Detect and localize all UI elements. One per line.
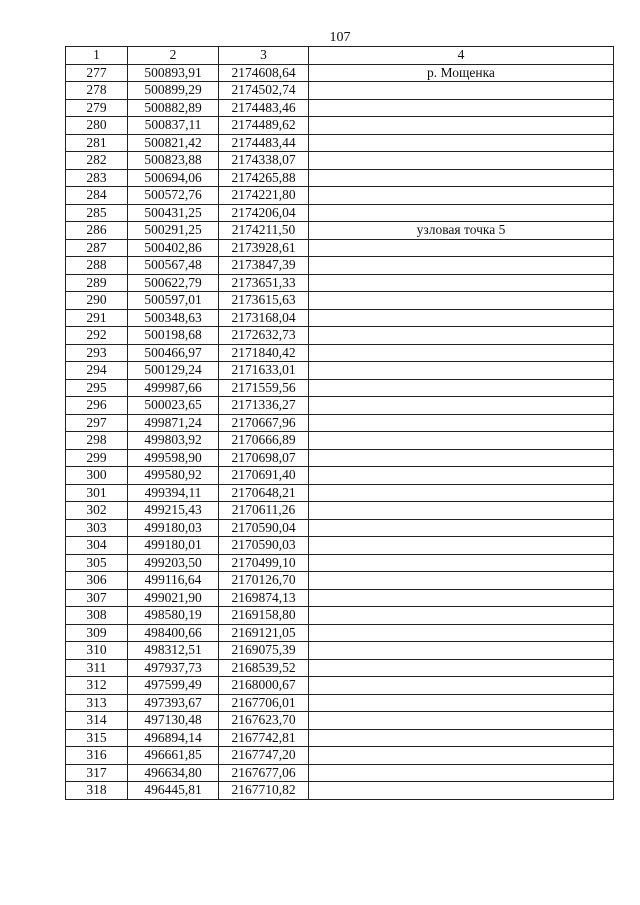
y-coordinate-cell: 2171840,42 — [219, 344, 309, 362]
y-coordinate-cell: 2174206,04 — [219, 204, 309, 222]
x-coordinate-cell: 500597,01 — [128, 292, 219, 310]
point-number-cell: 313 — [66, 694, 128, 712]
y-coordinate-cell: 2170611,26 — [219, 502, 309, 520]
table-row — [66, 467, 614, 485]
point-number-cell: 297 — [66, 414, 128, 432]
point-number-cell: 318 — [66, 782, 128, 800]
note-cell — [309, 327, 614, 345]
point-number-cell: 295 — [66, 379, 128, 397]
point-number-cell: 299 — [66, 449, 128, 467]
x-coordinate-cell: 499215,43 — [128, 502, 219, 520]
table-row — [66, 782, 614, 800]
y-coordinate-cell: 2173847,39 — [219, 257, 309, 275]
table-row — [66, 309, 614, 327]
y-coordinate-cell: 2169121,05 — [219, 624, 309, 642]
point-number-cell: 309 — [66, 624, 128, 642]
point-number-cell: 312 — [66, 677, 128, 695]
table-row — [66, 152, 614, 170]
x-coordinate-cell: 499203,50 — [128, 554, 219, 572]
x-coordinate-cell: 500023,65 — [128, 397, 219, 415]
x-coordinate-cell: 499394,11 — [128, 484, 219, 502]
note-cell — [309, 432, 614, 450]
table-row — [66, 519, 614, 537]
note-cell — [309, 414, 614, 432]
note-cell — [309, 257, 614, 275]
note-cell — [309, 379, 614, 397]
x-coordinate-cell: 499598,90 — [128, 449, 219, 467]
y-coordinate-cell: 2170648,21 — [219, 484, 309, 502]
note-cell — [309, 624, 614, 642]
header-row — [66, 47, 614, 65]
note-cell — [309, 712, 614, 730]
x-coordinate-cell: 499021,90 — [128, 589, 219, 607]
point-number-cell: 277 — [66, 64, 128, 82]
x-coordinate-cell: 498580,19 — [128, 607, 219, 625]
table-body — [66, 64, 614, 799]
point-number-cell: 278 — [66, 82, 128, 100]
x-coordinate-cell: 499116,64 — [128, 572, 219, 590]
y-coordinate-cell: 2172632,73 — [219, 327, 309, 345]
point-number-cell: 305 — [66, 554, 128, 572]
table-row — [66, 449, 614, 467]
y-coordinate-cell: 2173168,04 — [219, 309, 309, 327]
point-number-cell: 311 — [66, 659, 128, 677]
note-cell — [309, 204, 614, 222]
table-row — [66, 537, 614, 555]
table-row — [66, 327, 614, 345]
x-coordinate-cell: 500567,48 — [128, 257, 219, 275]
table-row — [66, 117, 614, 135]
table-row — [66, 414, 614, 432]
x-coordinate-cell: 496634,80 — [128, 764, 219, 782]
y-coordinate-cell: 2174483,46 — [219, 99, 309, 117]
y-coordinate-cell: 2167710,82 — [219, 782, 309, 800]
table-row — [66, 607, 614, 625]
point-number-cell: 317 — [66, 764, 128, 782]
table-header — [66, 47, 614, 65]
y-coordinate-cell: 2167677,06 — [219, 764, 309, 782]
table-row — [66, 729, 614, 747]
table-row — [66, 99, 614, 117]
y-coordinate-cell: 2170590,04 — [219, 519, 309, 537]
point-number-cell: 279 — [66, 99, 128, 117]
point-number-cell: 286 — [66, 222, 128, 240]
note-cell — [309, 519, 614, 537]
x-coordinate-cell: 499180,01 — [128, 537, 219, 555]
note-cell — [309, 537, 614, 555]
y-coordinate-cell: 2173615,63 — [219, 292, 309, 310]
x-coordinate-cell: 496894,14 — [128, 729, 219, 747]
note-cell — [309, 169, 614, 187]
x-coordinate-cell: 499987,66 — [128, 379, 219, 397]
note-cell — [309, 467, 614, 485]
point-number-cell: 289 — [66, 274, 128, 292]
y-coordinate-cell: 2167747,20 — [219, 747, 309, 765]
note-cell — [309, 747, 614, 765]
point-number-cell: 300 — [66, 467, 128, 485]
table-row — [66, 502, 614, 520]
table-row — [66, 677, 614, 695]
y-coordinate-cell: 2171559,56 — [219, 379, 309, 397]
table-row — [66, 187, 614, 205]
x-coordinate-cell: 500431,25 — [128, 204, 219, 222]
coordinates-table — [65, 46, 614, 800]
note-cell — [309, 449, 614, 467]
table-row — [66, 292, 614, 310]
x-coordinate-cell: 500694,06 — [128, 169, 219, 187]
note-cell — [309, 502, 614, 520]
y-coordinate-cell: 2169075,39 — [219, 642, 309, 660]
note-cell — [309, 782, 614, 800]
note-cell — [309, 554, 614, 572]
point-number-cell: 293 — [66, 344, 128, 362]
point-number-cell: 282 — [66, 152, 128, 170]
y-coordinate-cell: 2170666,89 — [219, 432, 309, 450]
point-number-cell: 280 — [66, 117, 128, 135]
y-coordinate-cell: 2173928,61 — [219, 239, 309, 257]
y-coordinate-cell: 2174265,88 — [219, 169, 309, 187]
table-row — [66, 624, 614, 642]
y-coordinate-cell: 2171336,27 — [219, 397, 309, 415]
header-col-3: 3 — [219, 47, 309, 65]
x-coordinate-cell: 497599,49 — [128, 677, 219, 695]
x-coordinate-cell: 500837,11 — [128, 117, 219, 135]
note-cell — [309, 117, 614, 135]
table-row — [66, 257, 614, 275]
note-cell — [309, 309, 614, 327]
table-row — [66, 589, 614, 607]
y-coordinate-cell: 2167706,01 — [219, 694, 309, 712]
note-cell — [309, 134, 614, 152]
y-coordinate-cell: 2171633,01 — [219, 362, 309, 380]
x-coordinate-cell: 500882,89 — [128, 99, 219, 117]
y-coordinate-cell: 2170126,70 — [219, 572, 309, 590]
note-cell — [309, 274, 614, 292]
x-coordinate-cell: 499580,92 — [128, 467, 219, 485]
y-coordinate-cell: 2170691,40 — [219, 467, 309, 485]
table-row — [66, 134, 614, 152]
y-coordinate-cell: 2174608,64 — [219, 64, 309, 82]
note-cell — [309, 82, 614, 100]
note-cell — [309, 292, 614, 310]
table-row — [66, 64, 614, 82]
x-coordinate-cell: 500893,91 — [128, 64, 219, 82]
point-number-cell: 287 — [66, 239, 128, 257]
note-cell — [309, 729, 614, 747]
note-cell — [309, 484, 614, 502]
x-coordinate-cell: 500129,24 — [128, 362, 219, 380]
x-coordinate-cell: 499180,03 — [128, 519, 219, 537]
y-coordinate-cell: 2168000,67 — [219, 677, 309, 695]
x-coordinate-cell: 498312,51 — [128, 642, 219, 660]
x-coordinate-cell: 499871,24 — [128, 414, 219, 432]
table-row — [66, 379, 614, 397]
x-coordinate-cell: 500823,88 — [128, 152, 219, 170]
point-number-cell: 314 — [66, 712, 128, 730]
note-cell — [309, 152, 614, 170]
y-coordinate-cell: 2167742,81 — [219, 729, 309, 747]
x-coordinate-cell: 500572,76 — [128, 187, 219, 205]
point-number-cell: 301 — [66, 484, 128, 502]
table-row — [66, 222, 614, 240]
y-coordinate-cell: 2174221,80 — [219, 187, 309, 205]
y-coordinate-cell: 2170698,07 — [219, 449, 309, 467]
x-coordinate-cell: 500291,25 — [128, 222, 219, 240]
x-coordinate-cell: 500466,97 — [128, 344, 219, 362]
point-number-cell: 291 — [66, 309, 128, 327]
x-coordinate-cell: 497937,73 — [128, 659, 219, 677]
table-row — [66, 764, 614, 782]
point-number-cell: 288 — [66, 257, 128, 275]
y-coordinate-cell: 2170499,10 — [219, 554, 309, 572]
note-cell — [309, 99, 614, 117]
point-number-cell: 296 — [66, 397, 128, 415]
note-cell: р. Мощенка — [309, 64, 614, 82]
point-number-cell: 306 — [66, 572, 128, 590]
table-row — [66, 344, 614, 362]
y-coordinate-cell: 2167623,70 — [219, 712, 309, 730]
y-coordinate-cell: 2174211,50 — [219, 222, 309, 240]
note-cell — [309, 764, 614, 782]
table-row — [66, 274, 614, 292]
note-cell — [309, 362, 614, 380]
point-number-cell: 285 — [66, 204, 128, 222]
table-row — [66, 204, 614, 222]
table-row — [66, 554, 614, 572]
table-row — [66, 484, 614, 502]
point-number-cell: 304 — [66, 537, 128, 555]
point-number-cell: 310 — [66, 642, 128, 660]
note-cell — [309, 239, 614, 257]
point-number-cell: 281 — [66, 134, 128, 152]
point-number-cell: 308 — [66, 607, 128, 625]
table-row — [66, 659, 614, 677]
y-coordinate-cell: 2174489,62 — [219, 117, 309, 135]
point-number-cell: 298 — [66, 432, 128, 450]
y-coordinate-cell: 2169158,80 — [219, 607, 309, 625]
point-number-cell: 290 — [66, 292, 128, 310]
y-coordinate-cell: 2174338,07 — [219, 152, 309, 170]
x-coordinate-cell: 499803,92 — [128, 432, 219, 450]
note-cell: узловая точка 5 — [309, 222, 614, 240]
table-row — [66, 747, 614, 765]
table-row — [66, 642, 614, 660]
header-col-1: 1 — [66, 47, 128, 65]
note-cell — [309, 589, 614, 607]
table-row — [66, 432, 614, 450]
table-row — [66, 169, 614, 187]
note-cell — [309, 659, 614, 677]
x-coordinate-cell: 496661,85 — [128, 747, 219, 765]
table-row — [66, 397, 614, 415]
note-cell — [309, 677, 614, 695]
x-coordinate-cell: 500402,86 — [128, 239, 219, 257]
point-number-cell: 303 — [66, 519, 128, 537]
table-row — [66, 82, 614, 100]
note-cell — [309, 694, 614, 712]
x-coordinate-cell: 500198,68 — [128, 327, 219, 345]
x-coordinate-cell: 497130,48 — [128, 712, 219, 730]
table-row — [66, 712, 614, 730]
x-coordinate-cell: 496445,81 — [128, 782, 219, 800]
x-coordinate-cell: 500622,79 — [128, 274, 219, 292]
point-number-cell: 302 — [66, 502, 128, 520]
y-coordinate-cell: 2170590,03 — [219, 537, 309, 555]
point-number-cell: 292 — [66, 327, 128, 345]
y-coordinate-cell: 2174483,44 — [219, 134, 309, 152]
point-number-cell: 284 — [66, 187, 128, 205]
point-number-cell: 283 — [66, 169, 128, 187]
note-cell — [309, 572, 614, 590]
y-coordinate-cell: 2170667,96 — [219, 414, 309, 432]
header-col-4: 4 — [309, 47, 614, 65]
y-coordinate-cell: 2173651,33 — [219, 274, 309, 292]
table-row — [66, 239, 614, 257]
point-number-cell: 307 — [66, 589, 128, 607]
x-coordinate-cell: 500348,63 — [128, 309, 219, 327]
x-coordinate-cell: 500821,42 — [128, 134, 219, 152]
page-number: 107 — [329, 30, 351, 45]
x-coordinate-cell: 498400,66 — [128, 624, 219, 642]
note-cell — [309, 187, 614, 205]
note-cell — [309, 607, 614, 625]
x-coordinate-cell: 500899,29 — [128, 82, 219, 100]
note-cell — [309, 642, 614, 660]
point-number-cell: 315 — [66, 729, 128, 747]
table-row — [66, 572, 614, 590]
table-row — [66, 362, 614, 380]
note-cell — [309, 397, 614, 415]
header-col-2: 2 — [128, 47, 219, 65]
y-coordinate-cell: 2174502,74 — [219, 82, 309, 100]
point-number-cell: 316 — [66, 747, 128, 765]
point-number-cell: 294 — [66, 362, 128, 380]
table-row — [66, 694, 614, 712]
note-cell — [309, 344, 614, 362]
x-coordinate-cell: 497393,67 — [128, 694, 219, 712]
y-coordinate-cell: 2168539,52 — [219, 659, 309, 677]
y-coordinate-cell: 2169874,13 — [219, 589, 309, 607]
